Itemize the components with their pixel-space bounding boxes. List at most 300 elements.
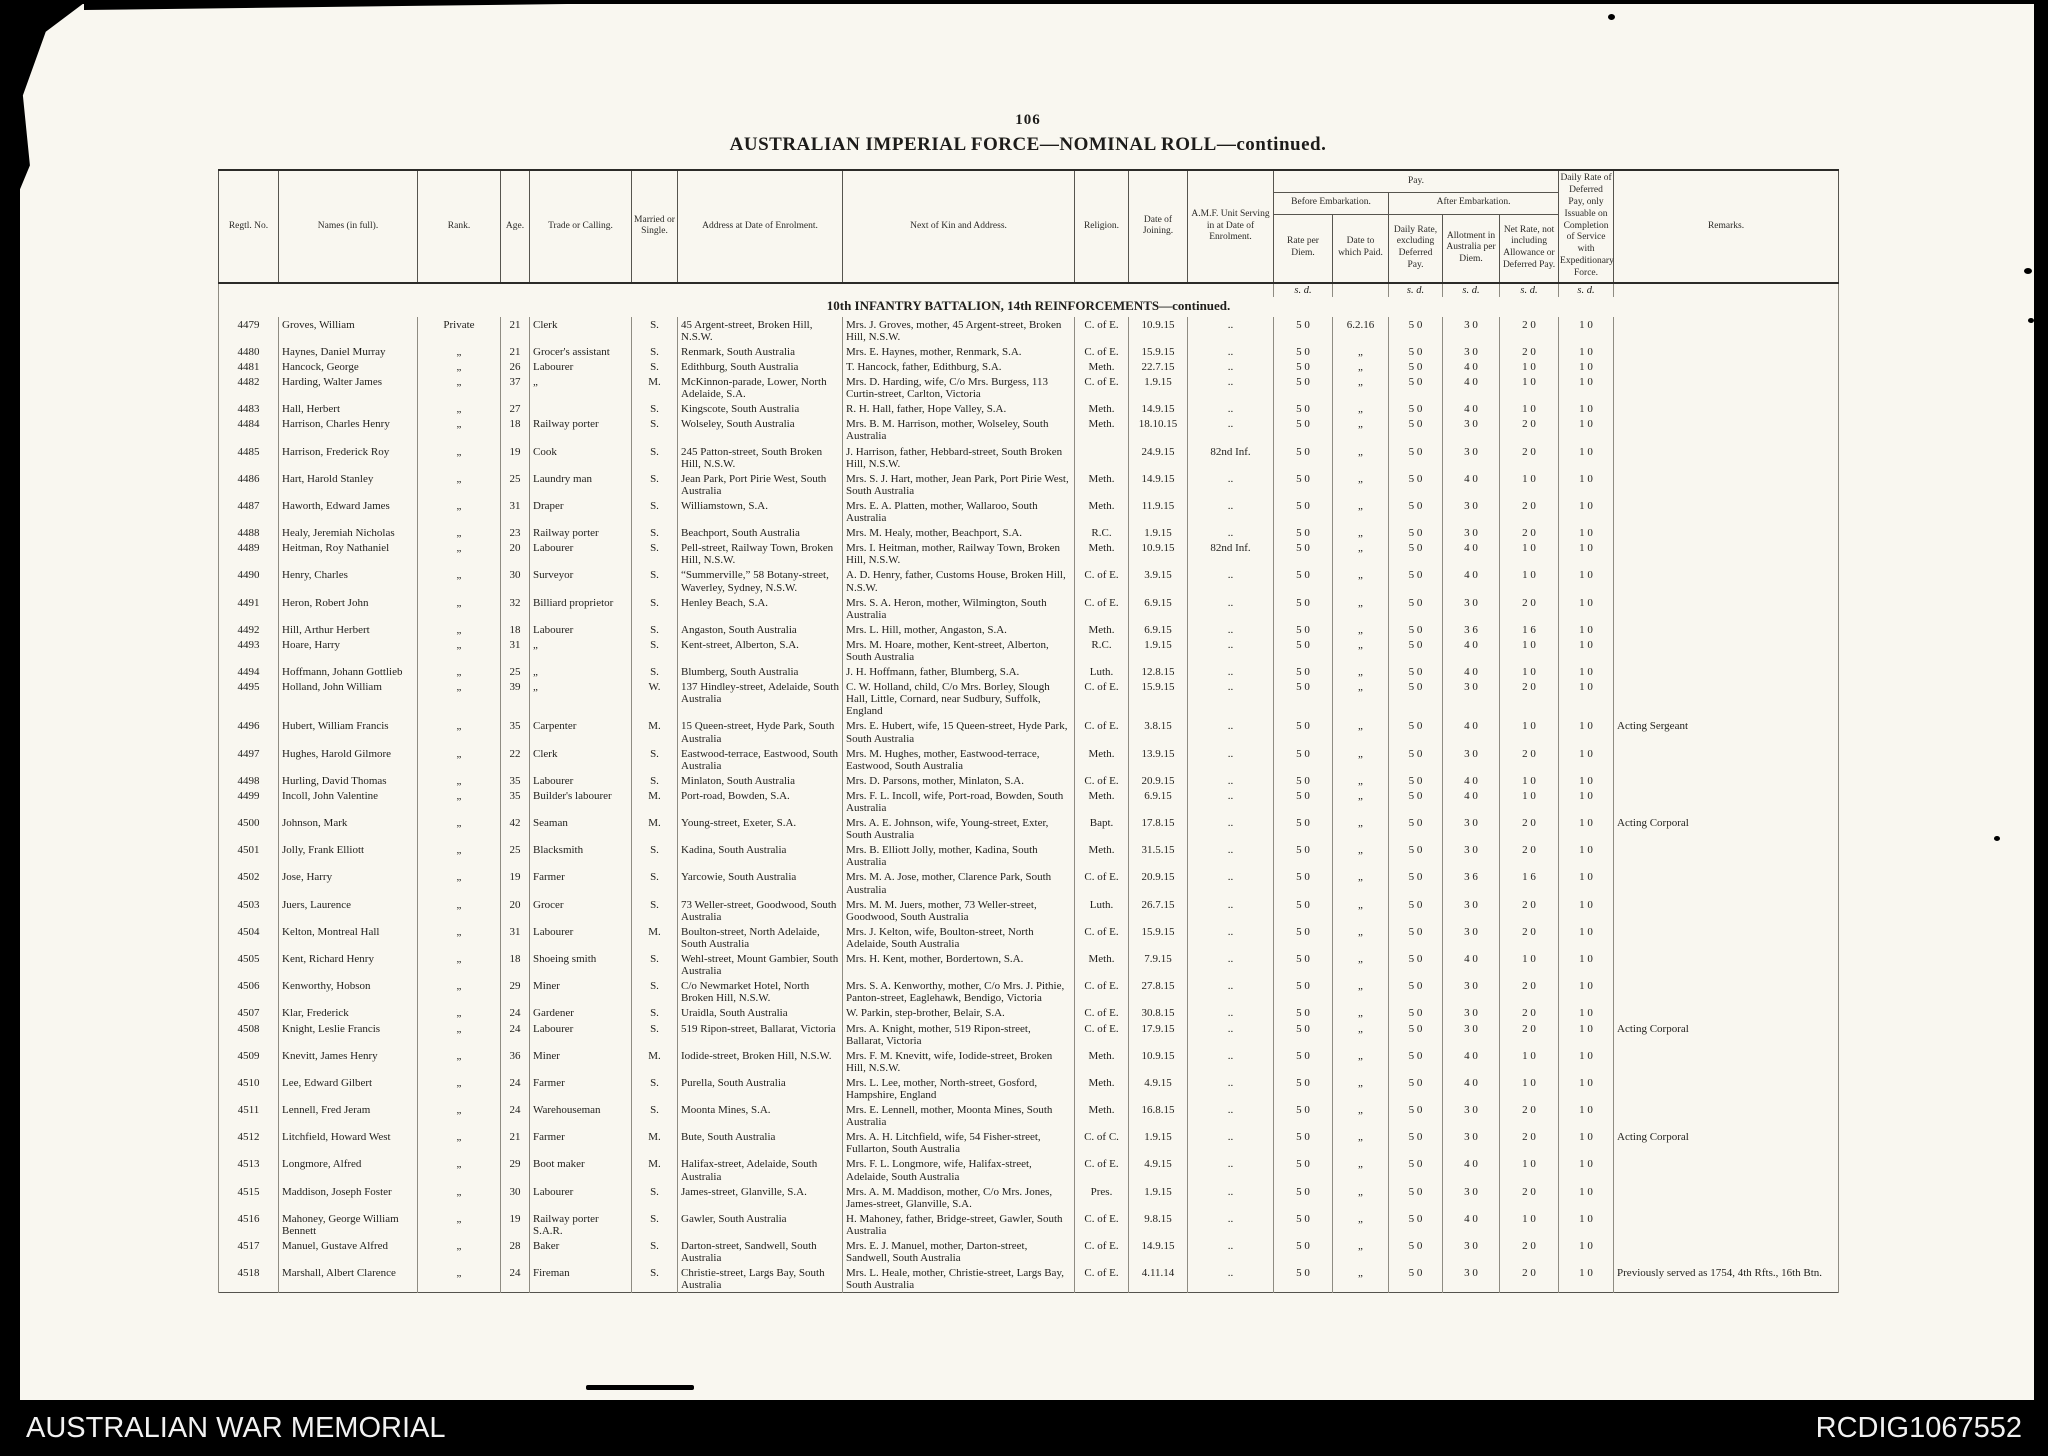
cell-ms: S.: [632, 416, 678, 443]
cell-def: 1 0: [1559, 317, 1614, 344]
cell-rate: 5 0: [1274, 416, 1333, 443]
cell-nok: Mrs. D. Parsons, mother, Minlaton, S.A.: [843, 773, 1075, 788]
cell-remarks: [1614, 924, 1839, 951]
cell-daily: 5 0: [1389, 416, 1443, 443]
cell-no: 4491: [219, 595, 279, 622]
cell-remarks: Acting Sergeant: [1614, 718, 1839, 745]
col-header-amf-unit: A.M.F. Unit Serving in at Date of Enrolment.: [1188, 170, 1274, 283]
cell-net: 2 0: [1500, 897, 1559, 924]
cell-nok: Mrs. I. Heitman, mother, Railway Town, Broken Hill, N.S.W.: [843, 540, 1075, 567]
cell-age: 21: [501, 1129, 530, 1156]
cell-rate: 5 0: [1274, 978, 1333, 1005]
cell-age: 24: [501, 1265, 530, 1293]
cell-no: 4515: [219, 1184, 279, 1211]
cell-rate: 5 0: [1274, 567, 1333, 594]
roll-row: [219, 359, 1839, 374]
cell-no: 4518: [219, 1265, 279, 1293]
cell-joined: 10.9.15: [1129, 540, 1188, 567]
cell-name: Hancock, George: [279, 359, 418, 374]
roll-row: [219, 1129, 1839, 1156]
cell-address: Halifax-street, Adelaide, South Australia: [678, 1156, 843, 1183]
cell-remarks: Acting Corporal: [1614, 1021, 1839, 1048]
cell-address: Moonta Mines, S.A.: [678, 1102, 843, 1129]
cell-net: 2 0: [1500, 1265, 1559, 1293]
cell-joined: 16.8.15: [1129, 1102, 1188, 1129]
cell-joined: 1.9.15: [1129, 1129, 1188, 1156]
cell-allot: 3 0: [1443, 344, 1500, 359]
cell-name: Heron, Robert John: [279, 595, 418, 622]
cell-paid: „: [1333, 540, 1389, 567]
sd-label-allotment: s. d.: [1443, 283, 1500, 298]
cell-ms: M.: [632, 815, 678, 842]
cell-trade: Farmer: [530, 1075, 632, 1102]
cell-allot: 4 0: [1443, 401, 1500, 416]
cell-nok: Mrs. B. Elliott Jolly, mother, Kadina, South Australia: [843, 842, 1075, 869]
cell-rate: 5 0: [1274, 1156, 1333, 1183]
cell-net: 2 0: [1500, 317, 1559, 344]
cell-trade: Warehouseman: [530, 1102, 632, 1129]
cell-remarks: Previously served as 1754, 4th Rfts., 16th Btn.: [1614, 1265, 1839, 1293]
cell-rel: Meth.: [1075, 1048, 1129, 1075]
cell-name: Incoll, John Valentine: [279, 788, 418, 815]
cell-rel: Meth.: [1075, 498, 1129, 525]
cell-name: Jose, Harry: [279, 869, 418, 896]
roll-row: [219, 869, 1839, 896]
cell-remarks: Acting Corporal: [1614, 815, 1839, 842]
cell-def: 1 0: [1559, 1021, 1614, 1048]
col-header-married: Married or Single.: [632, 170, 678, 283]
cell-allot: 4 0: [1443, 664, 1500, 679]
cell-rank: „: [418, 498, 501, 525]
cell-allot: 3 0: [1443, 1129, 1500, 1156]
cell-daily: 5 0: [1389, 1075, 1443, 1102]
cell-allot: 4 0: [1443, 718, 1500, 745]
cell-net: 2 0: [1500, 842, 1559, 869]
cell-allot: 3 0: [1443, 897, 1500, 924]
cell-trade: Labourer: [530, 540, 632, 567]
cell-trade: Baker: [530, 1238, 632, 1265]
cell-remarks: Acting Corporal: [1614, 1129, 1839, 1156]
cell-rel: Meth.: [1075, 359, 1129, 374]
cell-nok: Mrs. S. A. Heron, mother, Wilmington, South Australia: [843, 595, 1075, 622]
cell-net: 1 0: [1500, 1211, 1559, 1238]
cell-age: 32: [501, 595, 530, 622]
cell-nok: Mrs. D. Harding, wife, C/o Mrs. Burgess, 113 Curtin-street, Carlton, Victoria: [843, 374, 1075, 401]
cell-joined: 12.8.15: [1129, 664, 1188, 679]
cell-paid: „: [1333, 525, 1389, 540]
cell-age: 19: [501, 1211, 530, 1238]
cell-address: Pell-street, Railway Town, Broken Hill, N.S.W.: [678, 540, 843, 567]
roll-row: [219, 1005, 1839, 1020]
cell-nok: Mrs. E. Lennell, mother, Moonta Mines, South Australia: [843, 1102, 1075, 1129]
cell-ms: M.: [632, 374, 678, 401]
cell-net: 1 0: [1500, 374, 1559, 401]
cell-rank: „: [418, 540, 501, 567]
cell-address: Christie-street, Largs Bay, South Australia: [678, 1265, 843, 1293]
cell-nok: T. Hancock, father, Edithburg, S.A.: [843, 359, 1075, 374]
cell-nok: W. Parkin, step-brother, Belair, S.A.: [843, 1005, 1075, 1020]
cell-rel: C. of E.: [1075, 374, 1129, 401]
cell-daily: 5 0: [1389, 1156, 1443, 1183]
cell-remarks: [1614, 842, 1839, 869]
cell-age: 24: [501, 1102, 530, 1129]
cell-trade: Builder's labourer: [530, 788, 632, 815]
cell-age: 18: [501, 416, 530, 443]
cell-remarks: [1614, 869, 1839, 896]
cell-nok: Mrs. F. M. Knevitt, wife, Iodide-street, Broken Hill, N.S.W.: [843, 1048, 1075, 1075]
document-title: AUSTRALIAN IMPERIAL FORCE—NOMINAL ROLL—continued.: [729, 134, 1327, 155]
cell-amf: ..: [1188, 951, 1274, 978]
cell-allot: 4 0: [1443, 374, 1500, 401]
cell-age: 20: [501, 540, 530, 567]
cell-rank: „: [418, 815, 501, 842]
cell-name: Mahoney, George William Bennett: [279, 1211, 418, 1238]
cell-rank: „: [418, 567, 501, 594]
cell-def: 1 0: [1559, 746, 1614, 773]
col-header-address: Address at Date of Enrolment.: [678, 170, 843, 283]
cell-daily: 5 0: [1389, 540, 1443, 567]
cell-rel: Meth.: [1075, 842, 1129, 869]
cell-amf: ..: [1188, 1021, 1274, 1048]
cell-rank: „: [418, 1005, 501, 1020]
cell-nok: H. Mahoney, father, Bridge-street, Gawler, South Australia: [843, 1211, 1075, 1238]
cell-joined: 1.9.15: [1129, 637, 1188, 664]
cell-name: Longmore, Alfred: [279, 1156, 418, 1183]
cell-age: 31: [501, 637, 530, 664]
cell-rank: „: [418, 978, 501, 1005]
cell-ms: W.: [632, 679, 678, 718]
cell-no: 4494: [219, 664, 279, 679]
cell-trade: Labourer: [530, 773, 632, 788]
cell-def: 1 0: [1559, 416, 1614, 443]
cell-name: Holland, John William: [279, 679, 418, 718]
cell-trade: Shoeing smith: [530, 951, 632, 978]
cell-net: 1 0: [1500, 1156, 1559, 1183]
cell-paid: „: [1333, 416, 1389, 443]
roll-row: [219, 374, 1839, 401]
cell-rank: „: [418, 869, 501, 896]
cell-address: “Summerville,” 58 Botany-street, Waverley, Sydney, N.S.W.: [678, 567, 843, 594]
cell-age: 35: [501, 773, 530, 788]
cell-no: 4500: [219, 815, 279, 842]
cell-daily: 5 0: [1389, 1265, 1443, 1293]
cell-remarks: [1614, 416, 1839, 443]
cell-ms: S.: [632, 1265, 678, 1293]
roll-row: [219, 637, 1839, 664]
cell-paid: „: [1333, 679, 1389, 718]
cell-address: 15 Queen-street, Hyde Park, South Australia: [678, 718, 843, 745]
roll-row: [219, 1048, 1839, 1075]
cell-net: 1 0: [1500, 1075, 1559, 1102]
cell-amf: ..: [1188, 401, 1274, 416]
cell-amf: ..: [1188, 1156, 1274, 1183]
roll-row: [219, 951, 1839, 978]
cell-def: 1 0: [1559, 718, 1614, 745]
roll-row: [219, 622, 1839, 637]
cell-paid: „: [1333, 1129, 1389, 1156]
cell-allot: 4 0: [1443, 1075, 1500, 1102]
cell-ms: S.: [632, 1075, 678, 1102]
cell-allot: 4 0: [1443, 1156, 1500, 1183]
roll-row: [219, 344, 1839, 359]
cell-rate: 5 0: [1274, 359, 1333, 374]
cell-ms: M.: [632, 1156, 678, 1183]
cell-daily: 5 0: [1389, 595, 1443, 622]
cell-daily: 5 0: [1389, 444, 1443, 471]
cell-remarks: [1614, 1238, 1839, 1265]
cell-age: 29: [501, 1156, 530, 1183]
cell-amf: ..: [1188, 471, 1274, 498]
cell-address: Kadina, South Australia: [678, 842, 843, 869]
cell-ms: S.: [632, 1211, 678, 1238]
cell-remarks: [1614, 788, 1839, 815]
cell-rate: 5 0: [1274, 869, 1333, 896]
cell-joined: 1.9.15: [1129, 374, 1188, 401]
cell-name: Lennell, Fred Jeram: [279, 1102, 418, 1129]
cell-net: 1 0: [1500, 951, 1559, 978]
cell-rel: C. of E.: [1075, 773, 1129, 788]
cell-joined: 3.9.15: [1129, 567, 1188, 594]
cell-no: 4507: [219, 1005, 279, 1020]
cell-age: 29: [501, 978, 530, 1005]
cell-net: 1 0: [1500, 540, 1559, 567]
cell-rank: „: [418, 746, 501, 773]
cell-daily: 5 0: [1389, 567, 1443, 594]
cell-address: Blumberg, South Australia: [678, 664, 843, 679]
cell-amf: ..: [1188, 679, 1274, 718]
cell-daily: 5 0: [1389, 1129, 1443, 1156]
cell-age: 19: [501, 444, 530, 471]
cell-no: 4487: [219, 498, 279, 525]
cell-amf: ..: [1188, 897, 1274, 924]
cell-joined: 1.9.15: [1129, 1184, 1188, 1211]
col-header-date-of-joining: Date of Joining.: [1129, 170, 1188, 283]
cell-nok: Mrs. J. Kelton, wife, Boulton-street, North Adelaide, South Australia: [843, 924, 1075, 951]
cell-address: Young-street, Exeter, S.A.: [678, 815, 843, 842]
cell-net: 2 0: [1500, 1129, 1559, 1156]
cell-ms: S.: [632, 525, 678, 540]
cell-joined: 24.9.15: [1129, 444, 1188, 471]
cell-ms: M.: [632, 924, 678, 951]
cell-rate: 5 0: [1274, 1048, 1333, 1075]
cell-def: 1 0: [1559, 622, 1614, 637]
cell-ms: S.: [632, 773, 678, 788]
cell-ms: S.: [632, 664, 678, 679]
cell-net: 1 0: [1500, 788, 1559, 815]
cell-def: 1 0: [1559, 773, 1614, 788]
cell-age: 18: [501, 622, 530, 637]
cell-remarks: [1614, 525, 1839, 540]
cell-no: 4490: [219, 567, 279, 594]
col-header-net-rate: Net Rate, not including Allowance or Deferred Pay.: [1500, 214, 1559, 283]
cell-trade: „: [530, 679, 632, 718]
cell-rank: „: [418, 842, 501, 869]
cell-daily: 5 0: [1389, 637, 1443, 664]
cell-trade: Carpenter: [530, 718, 632, 745]
cell-daily: 5 0: [1389, 471, 1443, 498]
cell-age: 19: [501, 869, 530, 896]
cell-nok: Mrs. E. A. Platten, mother, Wallaroo, South Australia: [843, 498, 1075, 525]
cell-rate: 5 0: [1274, 897, 1333, 924]
cell-rate: 5 0: [1274, 664, 1333, 679]
cell-remarks: [1614, 773, 1839, 788]
cell-remarks: [1614, 637, 1839, 664]
cell-allot: 4 0: [1443, 567, 1500, 594]
cell-name: Henry, Charles: [279, 567, 418, 594]
cell-rate: 5 0: [1274, 471, 1333, 498]
cell-name: Klar, Frederick: [279, 1005, 418, 1020]
cell-age: 37: [501, 374, 530, 401]
cell-def: 1 0: [1559, 401, 1614, 416]
cell-rank: „: [418, 1265, 501, 1293]
cell-age: 20: [501, 897, 530, 924]
roll-row: [219, 317, 1839, 344]
cell-def: 1 0: [1559, 924, 1614, 951]
cell-rel: C. of E.: [1075, 1156, 1129, 1183]
cell-trade: Miner: [530, 978, 632, 1005]
cell-ms: S.: [632, 471, 678, 498]
cell-rank: „: [418, 416, 501, 443]
cell-ms: S.: [632, 540, 678, 567]
cell-rank: „: [418, 1102, 501, 1129]
cell-rank: „: [418, 1021, 501, 1048]
cell-trade: Gardener: [530, 1005, 632, 1020]
cell-paid: „: [1333, 567, 1389, 594]
cell-name: Hubert, William Francis: [279, 718, 418, 745]
roll-table-body: [219, 283, 1839, 1293]
cell-trade: Clerk: [530, 746, 632, 773]
cell-daily: 5 0: [1389, 1238, 1443, 1265]
cell-allot: 3 0: [1443, 1184, 1500, 1211]
cell-address: 73 Weller-street, Goodwood, South Australia: [678, 897, 843, 924]
cell-nok: Mrs. M. Hoare, mother, Kent-street, Alberton, South Australia: [843, 637, 1075, 664]
cell-daily: 5 0: [1389, 679, 1443, 718]
cell-rate: 5 0: [1274, 525, 1333, 540]
cell-def: 1 0: [1559, 1156, 1614, 1183]
cell-no: 4498: [219, 773, 279, 788]
roll-row: [219, 1238, 1839, 1265]
cell-rate: 5 0: [1274, 595, 1333, 622]
cell-no: 4495: [219, 679, 279, 718]
document-page: [20, 4, 2034, 1400]
cell-allot: 3 0: [1443, 595, 1500, 622]
cell-joined: 10.9.15: [1129, 1048, 1188, 1075]
cell-daily: 5 0: [1389, 1102, 1443, 1129]
cell-paid: „: [1333, 1156, 1389, 1183]
cell-remarks: [1614, 746, 1839, 773]
cell-paid: „: [1333, 374, 1389, 401]
cell-paid: „: [1333, 1184, 1389, 1211]
cell-rate: 5 0: [1274, 1265, 1333, 1293]
cell-daily: 5 0: [1389, 622, 1443, 637]
cell-rate: 5 0: [1274, 317, 1333, 344]
cell-remarks: [1614, 1075, 1839, 1102]
cell-nok: Mrs. M. A. Jose, mother, Clarence Park, South Australia: [843, 869, 1075, 896]
cell-name: Kent, Richard Henry: [279, 951, 418, 978]
cell-trade: Labourer: [530, 924, 632, 951]
cell-name: Knight, Leslie Francis: [279, 1021, 418, 1048]
cell-amf: ..: [1188, 1048, 1274, 1075]
cell-joined: 26.7.15: [1129, 897, 1188, 924]
cell-remarks: [1614, 622, 1839, 637]
battalion-section-header-row: [219, 297, 1839, 316]
cell-rank: „: [418, 401, 501, 416]
cell-def: 1 0: [1559, 664, 1614, 679]
roll-row: [219, 924, 1839, 951]
cell-daily: 5 0: [1389, 525, 1443, 540]
cell-remarks: [1614, 1184, 1839, 1211]
cell-ms: S.: [632, 595, 678, 622]
cell-amf: ..: [1188, 498, 1274, 525]
cell-net: 2 0: [1500, 1184, 1559, 1211]
cell-paid: „: [1333, 359, 1389, 374]
cell-paid: „: [1333, 1075, 1389, 1102]
cell-address: Eastwood-terrace, Eastwood, South Australia: [678, 746, 843, 773]
cell-trade: Labourer: [530, 622, 632, 637]
cell-daily: 5 0: [1389, 374, 1443, 401]
cell-rank: „: [418, 951, 501, 978]
cell-address: Wolseley, South Australia: [678, 416, 843, 443]
cell-def: 1 0: [1559, 540, 1614, 567]
cell-def: 1 0: [1559, 679, 1614, 718]
cell-rate: 5 0: [1274, 1102, 1333, 1129]
cell-no: 4502: [219, 869, 279, 896]
nominal-roll-table: [218, 169, 1839, 1293]
cell-trade: Farmer: [530, 1129, 632, 1156]
roll-row: [219, 471, 1839, 498]
cell-net: 2 0: [1500, 746, 1559, 773]
cell-net: 1 0: [1500, 567, 1559, 594]
cell-name: Maddison, Joseph Foster: [279, 1184, 418, 1211]
cell-daily: 5 0: [1389, 842, 1443, 869]
cell-name: Hughes, Harold Gilmore: [279, 746, 418, 773]
cell-remarks: [1614, 679, 1839, 718]
cell-amf: ..: [1188, 1211, 1274, 1238]
roll-row: [219, 815, 1839, 842]
cell-remarks: [1614, 951, 1839, 978]
cell-rank: „: [418, 637, 501, 664]
cell-remarks: [1614, 1156, 1839, 1183]
cell-age: 31: [501, 924, 530, 951]
cell-paid: „: [1333, 401, 1389, 416]
cell-paid: „: [1333, 718, 1389, 745]
cell-daily: 5 0: [1389, 788, 1443, 815]
cell-age: 39: [501, 679, 530, 718]
cell-rank: „: [418, 664, 501, 679]
cell-ms: S.: [632, 951, 678, 978]
cell-address: Jean Park, Port Pirie West, South Australia: [678, 471, 843, 498]
cell-no: 4505: [219, 951, 279, 978]
cell-no: 4484: [219, 416, 279, 443]
cell-joined: 15.9.15: [1129, 924, 1188, 951]
cell-amf: ..: [1188, 374, 1274, 401]
cell-amf: ..: [1188, 664, 1274, 679]
cell-name: Hart, Harold Stanley: [279, 471, 418, 498]
cell-allot: 4 0: [1443, 359, 1500, 374]
cell-joined: 14.9.15: [1129, 1238, 1188, 1265]
cell-daily: 5 0: [1389, 1021, 1443, 1048]
col-header-names: Names (in full).: [279, 170, 418, 283]
scan-artifact-streak: [586, 1385, 694, 1390]
cell-rank: „: [418, 471, 501, 498]
cell-trade: „: [530, 637, 632, 664]
cell-amf: ..: [1188, 567, 1274, 594]
cell-allot: 3 0: [1443, 679, 1500, 718]
cell-remarks: [1614, 978, 1839, 1005]
cell-age: 24: [501, 1075, 530, 1102]
cell-trade: Farmer: [530, 869, 632, 896]
col-header-regtl-no: Regtl. No.: [219, 170, 279, 283]
